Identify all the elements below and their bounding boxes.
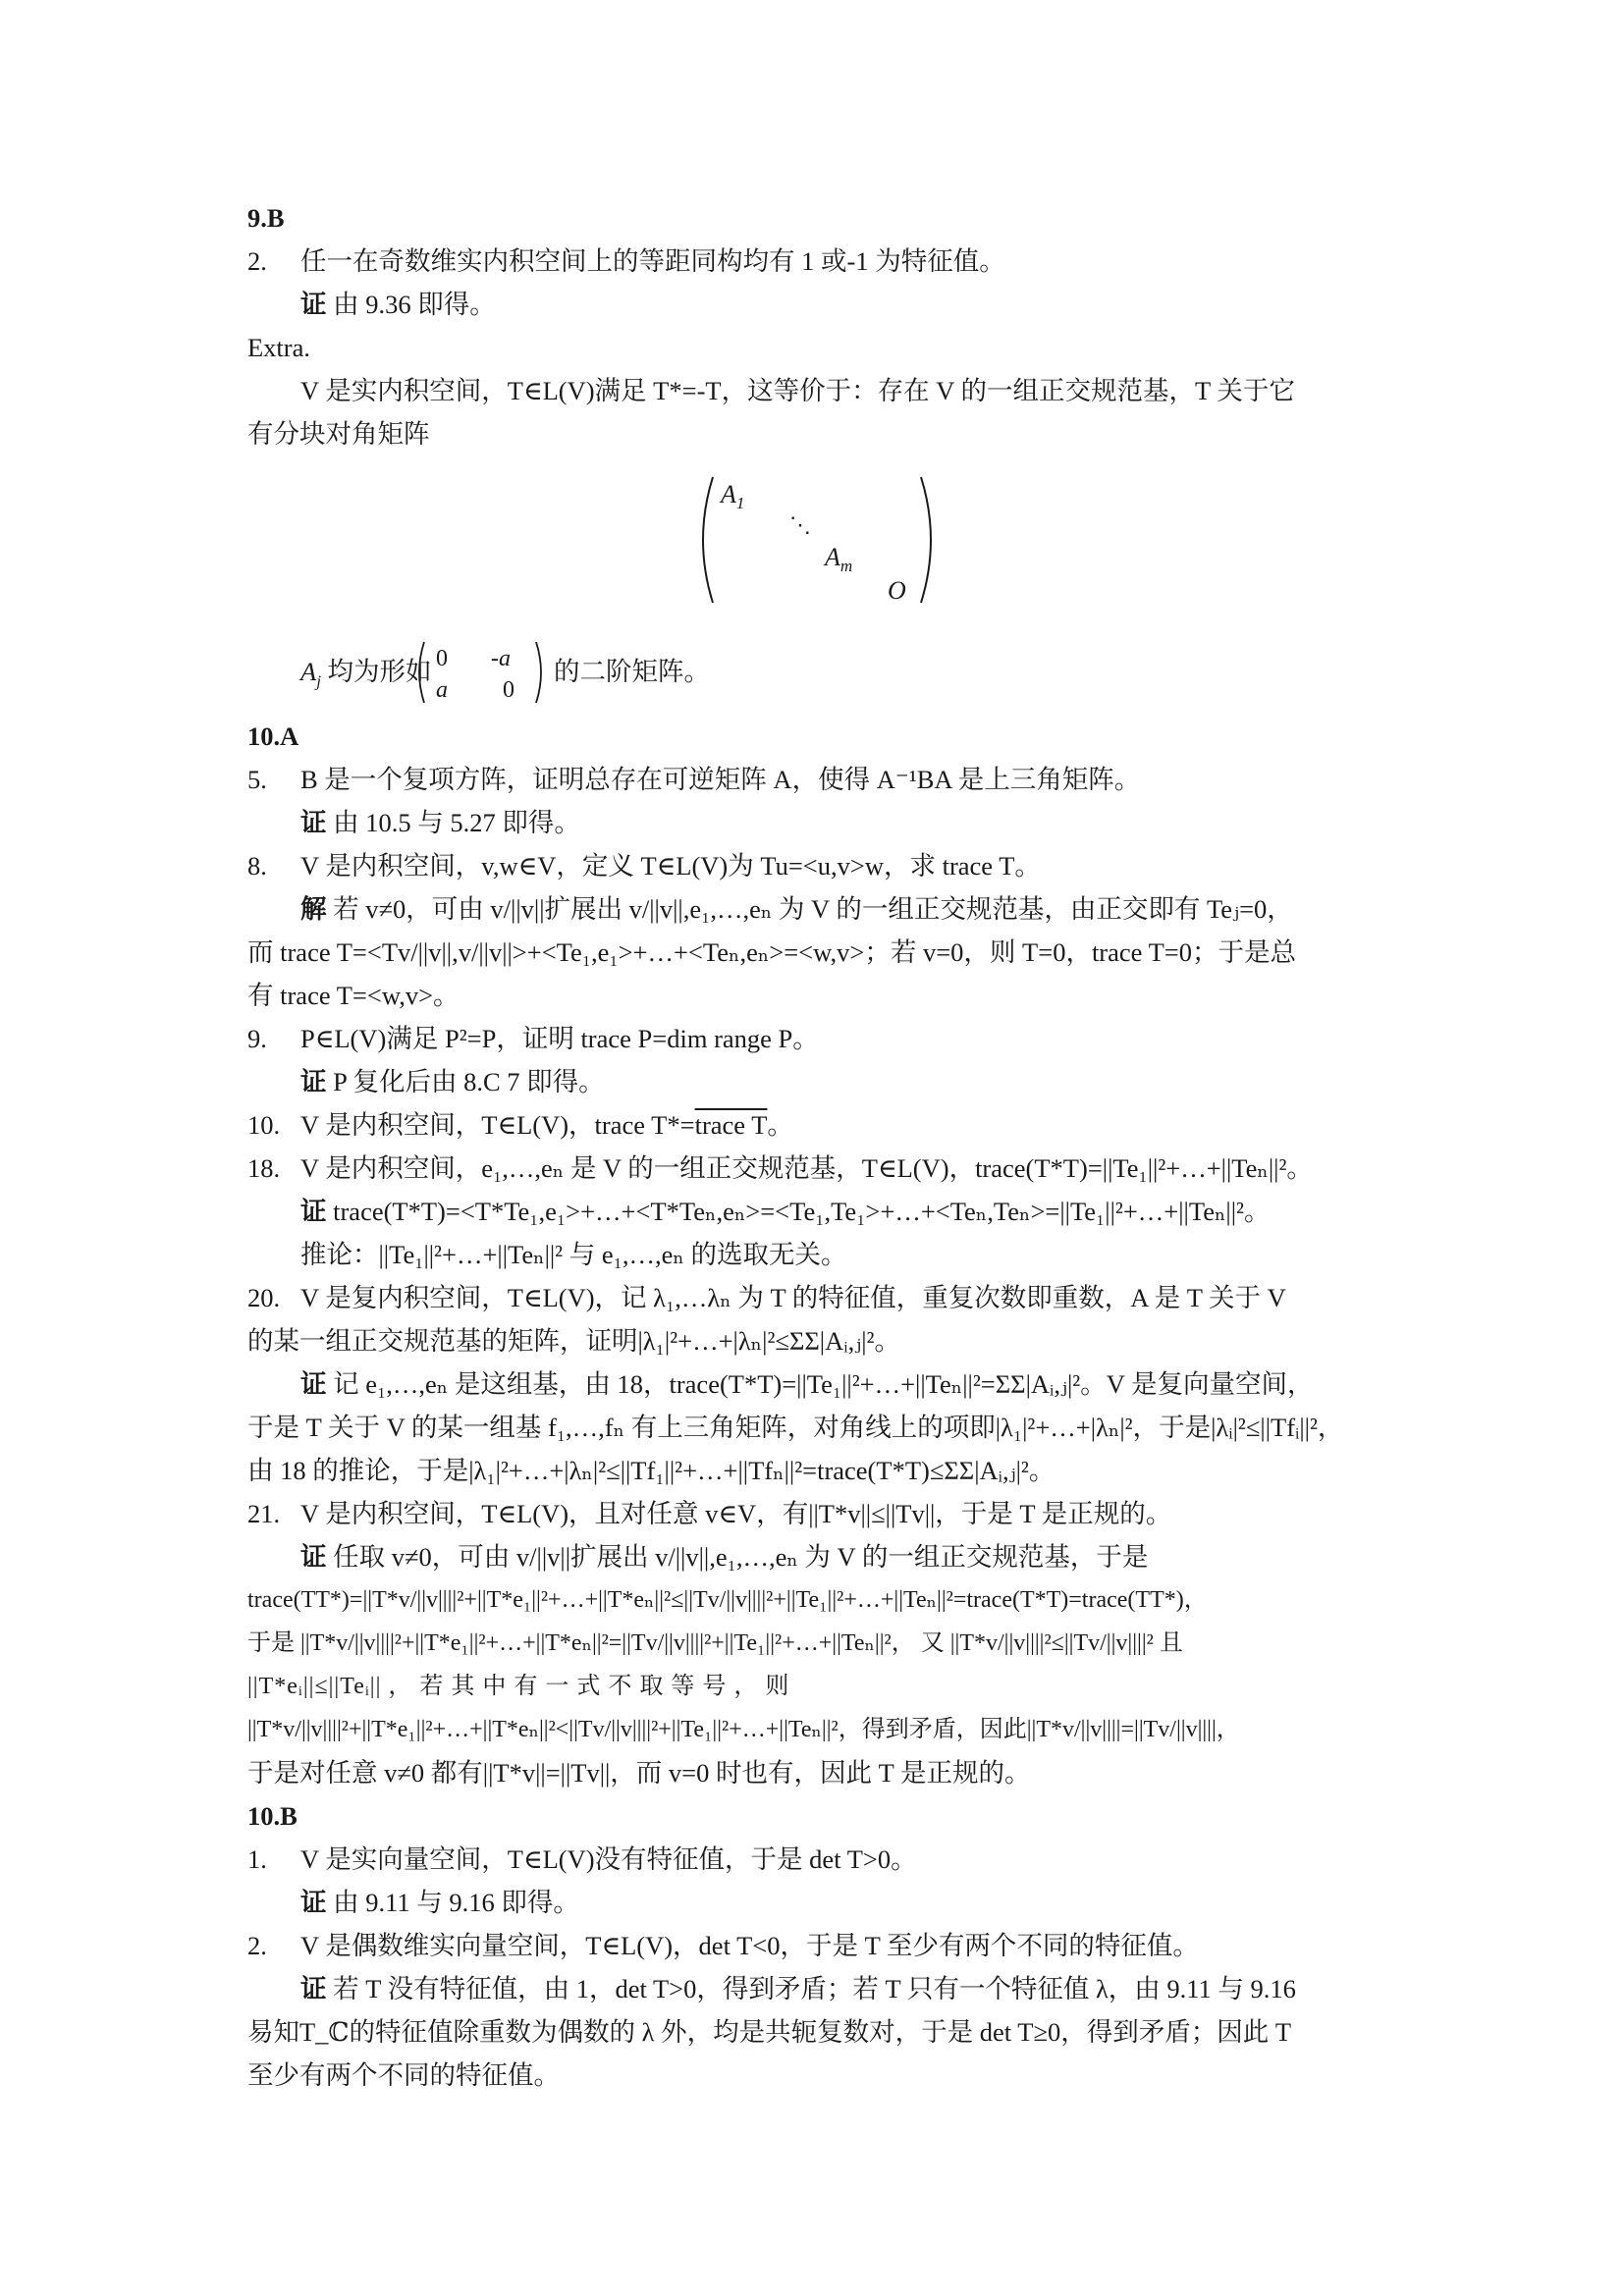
problem-statement: V 是内积空间，e₁,…,eₙ 是 V 的一组正交规范基，T∈L(V)，trace(T*T)=||Te₁||²+…+||Teₙ||²。 — [300, 1153, 1313, 1183]
problem-statement-2: 的某一组正交规范基的矩阵，证明|λ₁|²+…+|λₙ|²≤ΣΣ|Aᵢ,ⱼ|²。 — [247, 1326, 900, 1356]
proof-line: 证 P 复化后由 8.C 7 即得。 — [300, 1067, 605, 1096]
proof-line-1: 证 记 e₁,…,eₙ 是这组基，由 18，trace(T*T)=||Te₁||²+…+||Teₙ||²=ΣΣ|Aᵢ,ⱼ|²。V 是复向量空间， — [300, 1369, 1314, 1399]
item-number: 8. — [247, 851, 267, 881]
problem-statement: V 是内积空间，v,w∈V，定义 T∈L(V)为 Tu=<u,v>w，求 trace T。 — [300, 851, 1041, 881]
extra-line-2: 有分块对角矩阵 — [247, 419, 430, 449]
aj-line: $A_j$ 均为形如 — [300, 657, 432, 691]
solution-line-2: 而 trace T=<Tv/||v||,v/||v||>+<Te₁,e₁>+…+<Teₙ,eₙ>=<w,v>；若 v=0，则 T=0，trace T=0；于是总 — [247, 937, 1296, 967]
extra-label: Extra. — [247, 333, 311, 362]
proof-keyword: 证 — [300, 290, 327, 319]
proof-line-2: trace(TT*)=||T*v/||v||||²+||T*e₁||²+…+||T*eₙ||²≤||Tv/||v||||²+||Te₁||²+…+||Teₙ||²=trace(T*T)=trace(TT*)， — [247, 1587, 1208, 1613]
svg-text:0: 0 — [436, 646, 448, 671]
section-heading-10b: 10.B — [247, 1801, 298, 1831]
problem-statement: V 是实向量空间，T∈L(V)没有特征值，于是 det T>0。 — [300, 1844, 917, 1874]
proof-line-2: 易知T_ℂ的特征值除重数为偶数的 λ 外，均是共轭复数对，于是 det T≥0，得到矛盾；因此 T — [247, 2017, 1292, 2047]
aj-suffix: 的二阶矩阵。 — [554, 657, 710, 686]
proof-line-3: 由 18 的推论，于是|λ₁|²+…+|λₙ|²≤||Tf₁||²+…+||Tfₙ||²=trace(T*T)≤ΣΣ|Aᵢ,ⱼ|²。 — [247, 1456, 1056, 1485]
problem-statement: 任一在奇数维实内积空间上的等距同构均有 1 或-1 为特征值。 — [300, 246, 1005, 276]
item-number: 2. — [247, 246, 267, 276]
proof-line — [300, 289, 496, 320]
proof-line-1: 证 若 T 没有特征值，由 1，det T>0，得到矛盾；若 T 只有一个特征值 λ，由 9.11 与 9.16 — [300, 1974, 1296, 2003]
proof-line: 证 trace(T*T)=<T*Te₁,e₁>+…+<T*Teₙ,eₙ>=<Te₁,Te₁>+…+<Teₙ,Teₙ>=||Te₁||²+…+||Teₙ||²。 — [300, 1197, 1271, 1226]
problem-statement-1: V 是复内积空间，T∈L(V)，记 λ₁,…λₙ 为 T 的特征值，重复次数即重数，A 是 T 关于 V — [300, 1283, 1286, 1312]
section-heading-10a: 10.A — [247, 721, 299, 751]
matrix-a1: $A_1$ — [721, 480, 745, 512]
proof-line: 证 由 9.11 与 9.16 即得。 — [300, 1888, 579, 1917]
item-number: 2. — [247, 1931, 267, 1960]
solution-line-3: 有 trace T=<w,v>。 — [247, 981, 460, 1010]
item-number: 1. — [247, 1844, 267, 1874]
two-by-two-matrix — [414, 638, 552, 707]
matrix-zero-block: O — [888, 576, 906, 605]
section-heading-9b: 9.B — [247, 203, 285, 233]
proof-line-2: 于是 T 关于 V 的某一组基 f₁,…,fₙ 有上三角矩阵，对角线上的项即|λ₁|²+…+|λₙ|²，于是|λᵢ|²≤||Tfᵢ||²， — [247, 1413, 1344, 1442]
svg-text:-a: -a — [491, 646, 511, 671]
problem-statement: V 是内积空间，T∈L(V)，trace T*=trace T。 — [300, 1110, 793, 1140]
item-number: 18. — [247, 1153, 281, 1183]
proof-line-3: 于是 ||T*v/||v||||²+||T*e₁||²+…+||T*eₙ||²=||Tv/||v||||²+||Te₁||²+…+||Teₙ||²， 又 ||T*v/||v||||²≤||Tv/||v||||² 且 — [247, 1630, 1183, 1656]
solution-line-1: 解 若 v≠0，可由 v/||v||扩展出 v/||v||,e₁,…,eₙ 为 V 的一组正交规范基，由正交即有 Teⱼ=0， — [300, 894, 1293, 924]
problem-statement: B 是一个复项方阵，证明总存在可逆矩阵 A，使得 A⁻¹BA 是上三角矩阵。 — [300, 765, 1141, 794]
svg-text:0: 0 — [503, 677, 514, 703]
proof-line-3: 至少有两个不同的特征值。 — [247, 2060, 560, 2090]
proof-text: 由 9.36 即得。 — [333, 290, 496, 319]
problem-statement: V 是偶数维实向量空间，T∈L(V)，det T<0，于是 T 至少有两个不同的特征值。 — [300, 1931, 1199, 1960]
matrix-am: $A_m$ — [825, 543, 853, 575]
proof-line: 证 由 10.5 与 5.27 即得。 — [300, 808, 580, 837]
svg-text:a: a — [436, 677, 448, 703]
proof-line-1: 证 任取 v≠0，可由 v/||v||扩展出 v/||v||,e₁,…,eₙ 为 V 的一组正交规范基，于是 — [300, 1542, 1149, 1572]
block-diagonal-matrix — [699, 471, 935, 609]
item-number: 10. — [247, 1110, 281, 1140]
problem-statement: P∈L(V)满足 P²=P，证明 trace P=dim range P。 — [300, 1024, 819, 1053]
item-number: 9. — [247, 1024, 267, 1053]
proof-line-6: 于是对任意 v≠0 都有||T*v||=||Tv||，而 v=0 时也有，因此 T 是正规的。 — [247, 1758, 1031, 1788]
matrix-dots: ⋱ — [789, 513, 811, 538]
item-number: 20. — [247, 1283, 281, 1312]
proof-line-5: ||T*v/||v||||²+||T*e₁||²+…+||T*eₙ||²<||Tv/||v||||²+||Te₁||²+…+||Teₙ||²，得到矛盾，因此||T*v/||v||||=||Tv/||v||||， — [247, 1717, 1240, 1742]
problem-statement: V 是内积空间，T∈L(V)，且对任意 v∈V，有||T*v||≤||Tv||，于是 T 是正规的。 — [300, 1499, 1172, 1528]
extra-line-1: V 是实内积空间，T∈L(V)满足 T*=-T，这等价于：存在 V 的一组正交规范基，T 关于它 — [300, 376, 1295, 405]
proof-line-4: ||T*eᵢ||≤||Teᵢ|| ， 若 其 中 有 一 式 不 取 等 号 ， 则 — [247, 1674, 790, 1699]
corollary-line: 推论：||Te₁||²+…+||Teₙ||² 与 e₁,…,eₙ 的选取无关。 — [300, 1240, 847, 1269]
item-number: 21. — [247, 1499, 281, 1528]
item-number: 5. — [247, 765, 267, 794]
